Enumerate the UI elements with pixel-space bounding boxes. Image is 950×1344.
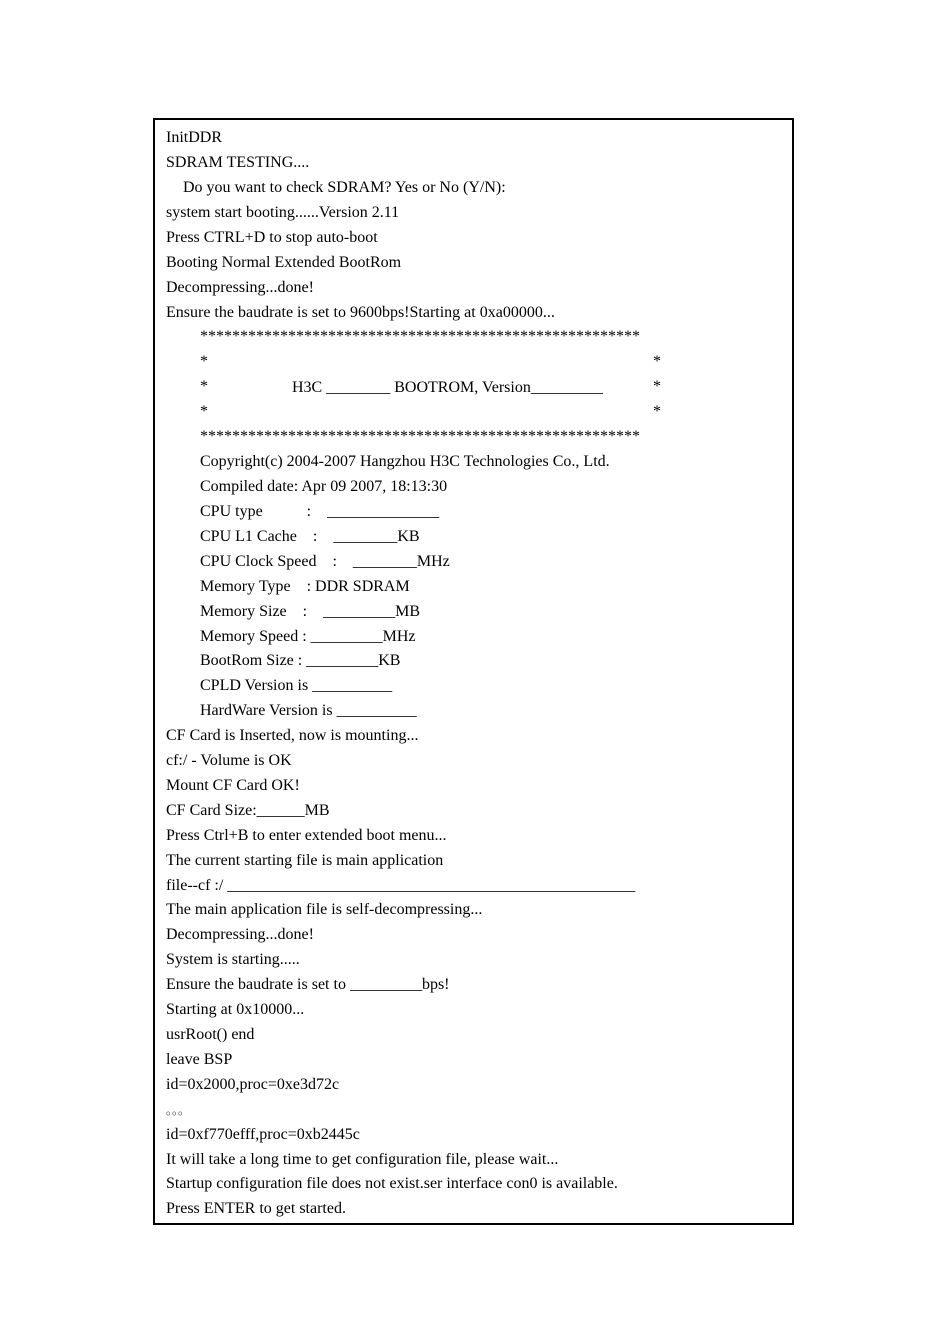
log-line: id=0xf770efff,proc=0xb2445c bbox=[166, 1126, 360, 1143]
log-line: CPU L1 Cache : ________KB bbox=[200, 528, 420, 545]
log-line: CF Card is Inserted, now is mounting... bbox=[166, 727, 419, 744]
log-line: HardWare Version is __________ bbox=[200, 702, 417, 719]
log-line: Press ENTER to get started. bbox=[166, 1200, 346, 1217]
log-line: Do you want to check SDRAM? Yes or No (Y/N): bbox=[183, 179, 506, 196]
log-line: Memory Speed : _________MHz bbox=[200, 628, 416, 645]
log-line: The main application file is self-decompressing... bbox=[166, 901, 483, 918]
log-line: Press CTRL+D to stop auto-boot bbox=[166, 229, 378, 246]
log-line: SDRAM TESTING.... bbox=[166, 154, 310, 171]
log-line: Decompressing...done! bbox=[166, 926, 314, 943]
banner-star-left: * bbox=[200, 378, 208, 395]
log-line: CPLD Version is __________ bbox=[200, 677, 393, 694]
log-line: Booting Normal Extended BootRom bbox=[166, 254, 402, 271]
banner-star-right: * bbox=[653, 378, 661, 395]
log-line: file--cf :/ ___________________________________________________ bbox=[166, 877, 636, 894]
banner-star-left: * bbox=[200, 403, 208, 420]
log-line: Memory Size : _________MB bbox=[200, 603, 420, 620]
log-line: id=0x2000,proc=0xe3d72c bbox=[166, 1076, 340, 1093]
log-line: InitDDR bbox=[166, 129, 222, 146]
log-line: Startup configuration file does not exist.ser interface con0 is available. bbox=[166, 1175, 618, 1192]
banner-border-bottom: ******************************************************* bbox=[200, 428, 640, 445]
banner-star-left: * bbox=[200, 353, 208, 370]
log-line: usrRoot() end bbox=[166, 1026, 255, 1043]
log-line: Copyright(c) 2004-2007 Hangzhou H3C Technologies Co., Ltd. bbox=[200, 453, 610, 470]
banner-title: H3C ________ BOOTROM, Version_________ bbox=[292, 379, 603, 396]
log-line: It will take a long time to get configuration file, please wait... bbox=[166, 1151, 559, 1168]
log-line: Ensure the baudrate is set to 9600bps!Starting at 0xa00000... bbox=[166, 304, 555, 321]
log-line: System is starting..... bbox=[166, 951, 300, 968]
log-line: Mount CF Card OK! bbox=[166, 777, 300, 794]
log-line: leave BSP bbox=[166, 1051, 233, 1068]
banner-star-right: * bbox=[653, 403, 661, 420]
log-line: Decompressing...done! bbox=[166, 279, 314, 296]
log-line: CPU Clock Speed : ________MHz bbox=[200, 553, 450, 570]
banner-star-right: * bbox=[653, 353, 661, 370]
log-line: CF Card Size:______MB bbox=[166, 802, 330, 819]
log-line: BootRom Size : _________KB bbox=[200, 652, 401, 669]
log-line: Ensure the baudrate is set to _________bps! bbox=[166, 976, 450, 993]
log-line: Compiled date: Apr 09 2007, 18:13:30 bbox=[200, 478, 448, 495]
log-line: Press Ctrl+B to enter extended boot menu... bbox=[166, 827, 447, 844]
log-line: Memory Type : DDR SDRAM bbox=[200, 578, 410, 595]
banner-border-top: ******************************************************* bbox=[200, 328, 640, 345]
log-line: cf:/ - Volume is OK bbox=[166, 752, 292, 769]
log-line: CPU type : ______________ bbox=[200, 503, 440, 520]
log-line: system start booting......Version 2.11 bbox=[166, 204, 400, 221]
log-line: Starting at 0x10000... bbox=[166, 1001, 305, 1018]
log-line: The current starting file is main application bbox=[166, 852, 444, 869]
log-ellipsis: 。。。 bbox=[166, 1103, 191, 1117]
